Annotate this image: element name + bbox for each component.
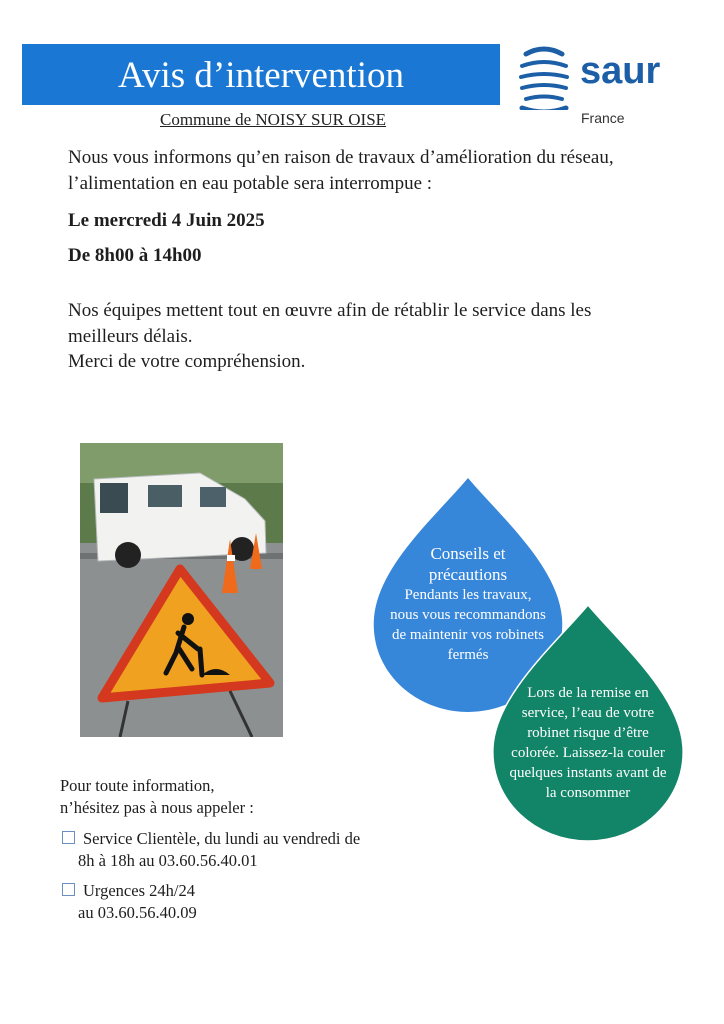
saur-logo bbox=[514, 46, 694, 130]
tips-green-body: Lors de la remise en service, l’eau de votre robinet risque d’être colorée. Laissez-la couler quelques instants avant de la consommer bbox=[509, 685, 667, 801]
emergency-line1: Urgences 24h/24 bbox=[83, 881, 195, 900]
intro-paragraph: Nous vous informons qu’en raison de travaux d’amélioration du réseau, l’alimentation en eau potable sera interrompue : bbox=[68, 147, 614, 194]
contact-intro-line2: n’hésitez pas à nous appeler : bbox=[60, 798, 254, 817]
tips-title: Conseils et précautions bbox=[428, 544, 508, 584]
tips-blue-body: Pendants les travaux, nous vous recommandons de maintenir vos robinets fermés bbox=[390, 587, 546, 663]
customer-service-line1: Service Clientèle, du lundi au vendredi de bbox=[83, 829, 361, 848]
list-item bbox=[62, 828, 360, 872]
intervention-hours: De 8h00 à 14h00 bbox=[68, 245, 202, 266]
page-title: Avis d’intervention bbox=[117, 55, 404, 96]
list-item bbox=[62, 880, 197, 924]
thanks-line: Merci de votre compréhension. bbox=[68, 351, 306, 372]
checkbox-icon bbox=[62, 883, 75, 896]
customer-service-line2: 8h à 18h au 03.60.56.40.01 bbox=[78, 851, 258, 870]
intervention-date: Le mercredi 4 Juin 2025 bbox=[68, 210, 265, 231]
tips-green-drop bbox=[490, 603, 686, 843]
emergency-line2: au 03.60.56.40.09 bbox=[78, 903, 197, 922]
water-logo-icon bbox=[516, 46, 572, 110]
tips-green-text bbox=[490, 683, 686, 803]
contact-intro-line1: Pour toute information, bbox=[60, 776, 215, 795]
teams-paragraph: Nos équipes mettent tout en œuvre afin de rétablir le service dans les meilleurs délais. bbox=[68, 300, 592, 347]
worksite-photo bbox=[80, 443, 283, 737]
checkbox-icon bbox=[62, 831, 75, 844]
title-banner bbox=[22, 44, 500, 105]
commune-name: Commune de NOISY SUR OISE bbox=[160, 110, 387, 129]
logo-country: France bbox=[581, 110, 625, 126]
logo-wordmark: saur bbox=[580, 50, 661, 92]
